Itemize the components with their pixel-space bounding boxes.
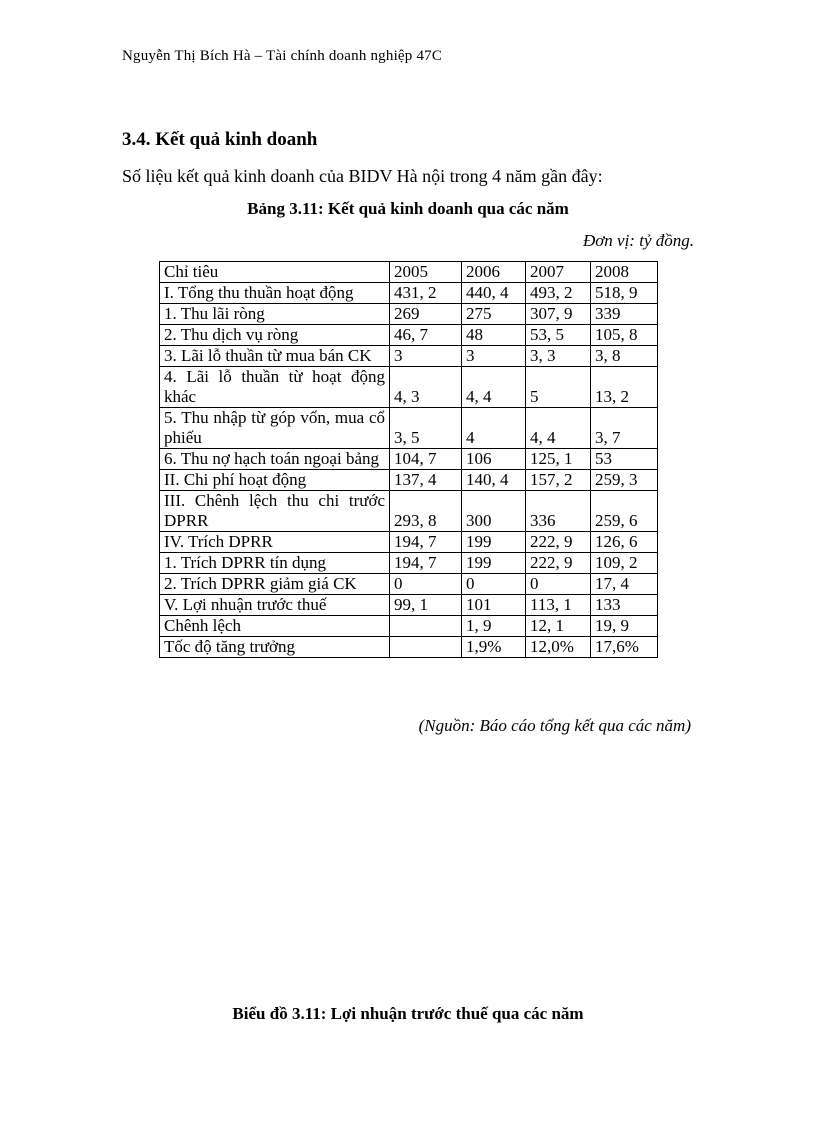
value-cell: 140, 4 [462, 470, 526, 491]
value-cell: 12, 1 [526, 616, 591, 637]
value-cell: 199 [462, 553, 526, 574]
value-cell: 101 [462, 595, 526, 616]
value-cell: 336 [526, 491, 591, 532]
value-cell: 3 [390, 346, 462, 367]
table-row [160, 408, 658, 449]
row-label-cell: 3. Lãi lỗ thuần từ mua bán CK [160, 346, 390, 367]
chart-caption: Biểu đồ 3.11: Lợi nhuận trước thuế qua các năm [232, 1004, 584, 1023]
header-cell: 2006 [462, 262, 526, 283]
value-cell: 19, 9 [591, 616, 658, 637]
value-cell: 293, 8 [390, 491, 462, 532]
value-cell: 104, 7 [390, 449, 462, 470]
value-cell: 109, 2 [591, 553, 658, 574]
value-cell: 48 [462, 325, 526, 346]
value-cell: 5 [526, 367, 591, 408]
value-cell: 518, 9 [591, 283, 658, 304]
value-cell: 269 [390, 304, 462, 325]
table-row [160, 470, 658, 491]
row-label-cell: III. Chênh lệch thu chi trước DPRR [160, 491, 390, 532]
value-cell: 1,9% [462, 637, 526, 658]
value-cell: 3 [462, 346, 526, 367]
value-cell: 137, 4 [390, 470, 462, 491]
value-cell: 4, 4 [526, 408, 591, 449]
section-title: 3.4. Kết quả kinh doanh [122, 129, 318, 150]
row-label-cell: 2. Trích DPRR giảm giá CK [160, 574, 390, 595]
value-cell: 99, 1 [390, 595, 462, 616]
intro-paragraph: Số liệu kết quả kinh doanh của BIDV Hà nội trong 4 năm gần đây: [122, 166, 603, 186]
value-cell: 0 [390, 574, 462, 595]
value-cell: 46, 7 [390, 325, 462, 346]
value-cell: 339 [591, 304, 658, 325]
table-row [160, 595, 658, 616]
table-row [160, 574, 658, 595]
row-label-cell: Chênh lệch [160, 616, 390, 637]
value-cell: 105, 8 [591, 325, 658, 346]
row-label-cell: 1. Thu lãi ròng [160, 304, 390, 325]
row-label-cell: Tốc độ tăng trưởng [160, 637, 390, 658]
value-cell: 307, 9 [526, 304, 591, 325]
value-cell: 259, 3 [591, 470, 658, 491]
table-row [160, 449, 658, 470]
table-row [160, 304, 658, 325]
row-label-cell: I. Tổng thu thuần hoạt động [160, 283, 390, 304]
value-cell: 17, 4 [591, 574, 658, 595]
value-cell: 53 [591, 449, 658, 470]
value-cell: 3, 7 [591, 408, 658, 449]
row-label-cell: 6. Thu nợ hạch toán ngoại bảng [160, 449, 390, 470]
value-cell: 3, 8 [591, 346, 658, 367]
table-caption: Bảng 3.11: Kết quả kinh doanh qua các năm [247, 199, 569, 218]
value-cell: 113, 1 [526, 595, 591, 616]
table-header-row [160, 262, 658, 283]
value-cell: 4, 4 [462, 367, 526, 408]
row-label-cell: 4. Lãi lỗ thuần từ hoạt động khác [160, 367, 390, 408]
header-cell: 2008 [591, 262, 658, 283]
value-cell: 1, 9 [462, 616, 526, 637]
row-label-cell: V. Lợi nhuận trước thuế [160, 595, 390, 616]
value-cell: 133 [591, 595, 658, 616]
row-label-cell: 1. Trích DPRR tín dụng [160, 553, 390, 574]
value-cell: 300 [462, 491, 526, 532]
value-cell: 126, 6 [591, 532, 658, 553]
table-row [160, 325, 658, 346]
value-cell: 199 [462, 532, 526, 553]
row-label-cell: II. Chi phí hoạt động [160, 470, 390, 491]
table-row [160, 367, 658, 408]
table-row [160, 637, 658, 658]
value-cell: 17,6% [591, 637, 658, 658]
table-row [160, 346, 658, 367]
table-row [160, 491, 658, 532]
value-cell: 259, 6 [591, 491, 658, 532]
value-cell: 194, 7 [390, 553, 462, 574]
value-cell: 4 [462, 408, 526, 449]
value-cell: 194, 7 [390, 532, 462, 553]
value-cell: 440, 4 [462, 283, 526, 304]
header-cell: 2007 [526, 262, 591, 283]
source-note: (Nguồn: Báo cáo tổng kết qua các năm) [418, 716, 691, 735]
row-label-cell: IV. Trích DPRR [160, 532, 390, 553]
row-label-cell: 5. Thu nhập từ góp vốn, mua cổ phiếu [160, 408, 390, 449]
value-cell: 157, 2 [526, 470, 591, 491]
page-header: Nguyễn Thị Bích Hà – Tài chính doanh nghiệp 47C [122, 48, 443, 64]
value-cell [390, 616, 462, 637]
table-row [160, 532, 658, 553]
unit-note: Đơn vị: tỷ đồng. [582, 231, 694, 250]
value-cell: 106 [462, 449, 526, 470]
value-cell: 125, 1 [526, 449, 591, 470]
row-label-cell: 2. Thu dịch vụ ròng [160, 325, 390, 346]
value-cell: 12,0% [526, 637, 591, 658]
value-cell: 3, 5 [390, 408, 462, 449]
header-cell: 2005 [390, 262, 462, 283]
value-cell: 0 [526, 574, 591, 595]
value-cell: 222, 9 [526, 553, 591, 574]
value-cell: 0 [462, 574, 526, 595]
value-cell: 493, 2 [526, 283, 591, 304]
value-cell [390, 637, 462, 658]
value-cell: 4, 3 [390, 367, 462, 408]
value-cell: 222, 9 [526, 532, 591, 553]
table-row [160, 553, 658, 574]
value-cell: 13, 2 [591, 367, 658, 408]
value-cell: 431, 2 [390, 283, 462, 304]
value-cell: 53, 5 [526, 325, 591, 346]
value-cell: 275 [462, 304, 526, 325]
header-cell: Chỉ tiêu [160, 262, 390, 283]
table-row [160, 616, 658, 637]
business-results-table [159, 261, 658, 658]
value-cell: 3, 3 [526, 346, 591, 367]
table-row [160, 283, 658, 304]
